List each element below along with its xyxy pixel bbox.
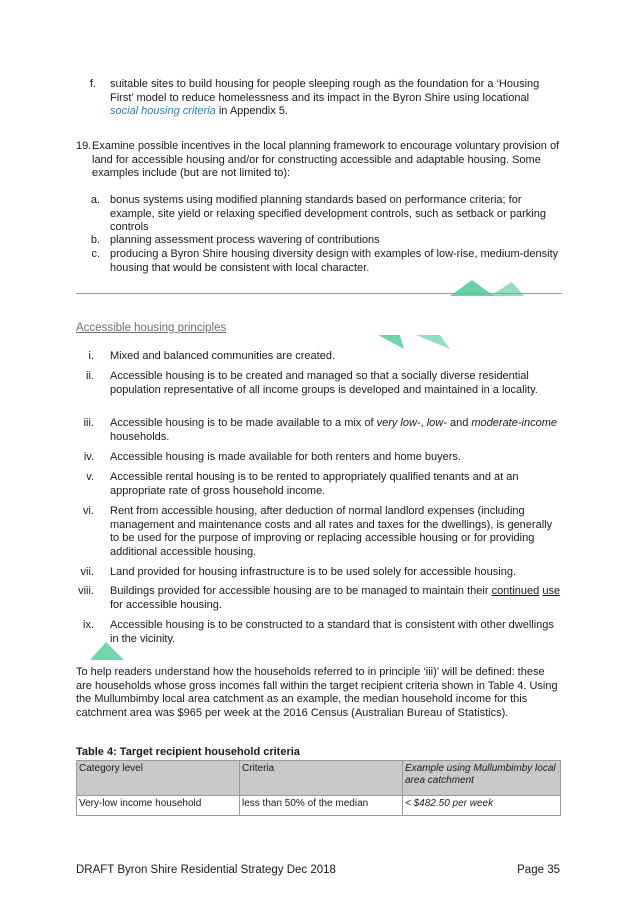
principle-iii-moderate: moderate-income	[471, 417, 557, 429]
principle-marker-ix: ix.	[83, 619, 94, 631]
target-recipient-table	[76, 760, 561, 816]
principle-iii-text: Accessible housing is to be made available to a mix of	[110, 417, 377, 429]
principle-viii-end: for accessible housing.	[110, 598, 222, 611]
table-row	[77, 796, 561, 816]
principle-vii: Land provided for housing infrastructure is to be used solely for accessible housing.	[110, 566, 517, 578]
table-cell-category: Very-low income household	[77, 796, 240, 816]
list-marker-f: f.	[89, 78, 96, 90]
list-item-f-text: suitable sites to build housing for people sleeping rough as the foundation for a ‘Housing First’ model to reduce homelessness and its impact in the Byron Shire using locational	[110, 78, 540, 104]
principles-heading: Accessible housing principles	[76, 322, 227, 334]
sublist-marker-b: b.	[90, 234, 100, 246]
principle-viii-continued: continued	[491, 585, 540, 597]
principle-viii-use: use	[542, 585, 561, 597]
principle-marker-vi: vi.	[83, 505, 94, 517]
principle-ix: Accessible housing is to be constructed to a standard that is consistent with other dwellings in the vicinity.	[110, 619, 554, 645]
table-header-example: Example using Mullumbimby local area catchment	[403, 761, 561, 796]
principle-marker-viii: viii.	[78, 585, 94, 597]
principle-marker-vii: vii.	[80, 566, 94, 578]
principle-v: Accessible rental housing is to be rented to appropriately qualified tenants and at an appropriate rate of gross household income.	[110, 471, 519, 497]
principle-viii	[110, 585, 562, 612]
item-19-text: Examine possible incentives in the local planning framework to encourage voluntary provision of land for accessible housing and/or for constructing accessible and adaptable housing. Some examples include (but are not limited to):	[92, 140, 560, 179]
principle-iii-very-low: very low-	[376, 417, 421, 429]
principle-marker-v: v.	[86, 471, 94, 483]
principle-vi: Rent from accessible housing, after deduction of normal landlord expenses (including management and maintenance costs and all rates and taxes for the dwellings), is generally to be used for the purpose of improving or replacing accessible housing or for providing additional accessible housing.	[110, 505, 553, 558]
principle-iii-sep1: ,	[420, 417, 427, 429]
explanatory-paragraph: To help readers understand how the households referred to in principle ‘iii)’ will be defined: these are households whose gross incomes fall within the target recipient criteria shown in Table 4. Using the Mullumbimby local area catchment as an example, the median household income for this catchment area was $965 per week at the 2016 Census (Australian Bureau of Statistics).	[76, 666, 558, 719]
decorative-green-mark	[446, 276, 526, 298]
principle-iii-end: households.	[110, 430, 170, 443]
principle-iv: Accessible housing is made available for both renters and home buyers.	[110, 451, 461, 463]
table-4-caption: Table 4: Target recipient household criteria	[76, 746, 300, 758]
principle-marker-ii: ii.	[86, 370, 94, 382]
table-cell-example: < $482.50 per week	[403, 796, 561, 816]
sublist-item-b: planning assessment process wavering of contributions	[110, 234, 380, 246]
table-header-row	[77, 761, 561, 796]
list-item-f-text-after: in Appendix 5.	[215, 105, 288, 117]
sublist-item-a: bonus systems using modified planning standards based on performance criteria; for example, site yield or relaxing specified development controls, such as setback or parking controls	[110, 194, 546, 233]
principle-viii-text: Buildings provided for accessible housing are to be managed to maintain their	[110, 585, 492, 597]
table-header-criteria: Criteria	[240, 761, 403, 796]
section-divider	[76, 293, 562, 294]
social-housing-criteria-link[interactable]: social housing criteria	[110, 105, 216, 117]
table-cell-criteria: less than 50% of the median	[240, 796, 403, 816]
principle-marker-i: i.	[88, 350, 94, 362]
principle-iii	[110, 417, 562, 444]
list-item-f	[110, 78, 560, 119]
principle-marker-iv: iv.	[83, 451, 94, 463]
principle-marker-iii: iii.	[83, 417, 94, 429]
item-19-marker: 19.	[76, 140, 92, 152]
principle-iii-sep2: and	[446, 417, 472, 429]
sublist-marker-a: a.	[90, 194, 100, 206]
principle-i: Mixed and balanced communities are created.	[110, 350, 336, 362]
principle-ii: Accessible housing is to be created and managed so that a socially diverse residential population representative of all income groups is developed and maintained in a locality.	[110, 370, 538, 396]
principle-iii-low: low-	[426, 417, 447, 429]
sublist-marker-c: c.	[91, 248, 100, 260]
footer-page-number: Page 35	[517, 864, 560, 876]
footer-title: DRAFT Byron Shire Residential Strategy Dec 2018	[76, 864, 336, 876]
sublist-item-c: producing a Byron Shire housing diversity design with examples of low-rise, medium-density housing that would be consistent with local character.	[110, 248, 559, 274]
decorative-green-mark-2	[376, 333, 456, 351]
table-header-category: Category level	[77, 761, 240, 796]
